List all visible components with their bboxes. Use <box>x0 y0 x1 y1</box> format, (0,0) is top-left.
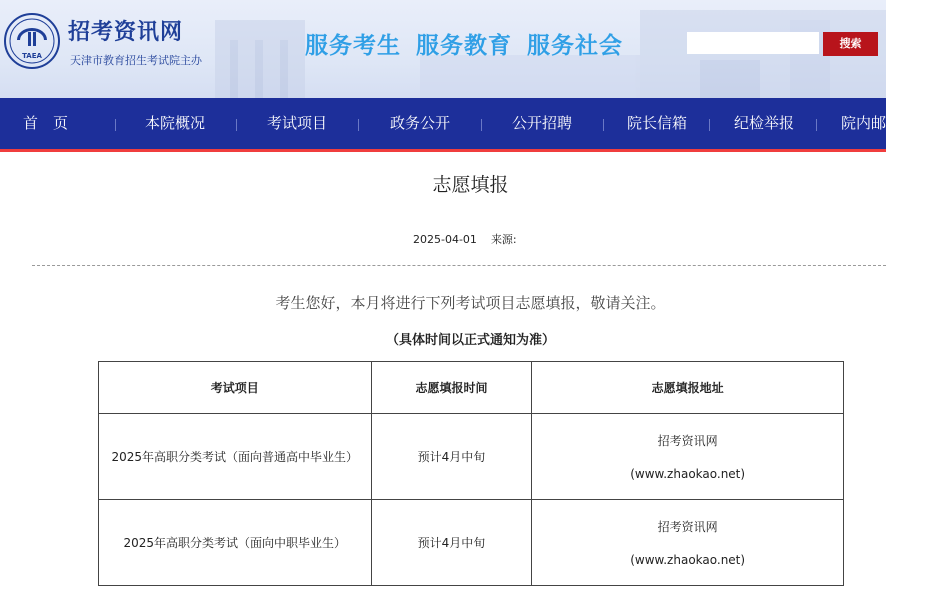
slogan-2: 服务教育 <box>416 32 512 59</box>
nav-item-president-mailbox[interactable]: 院长信箱 <box>627 114 688 132</box>
nav-divider <box>358 119 359 131</box>
table-row <box>99 500 844 586</box>
page-title: 志愿填报 <box>432 174 509 196</box>
site-subtitle: 天津市教育招生考试院主办 <box>70 54 202 67</box>
nav-divider <box>481 119 482 131</box>
table-cell-time: 预计4月中旬 <box>371 500 532 586</box>
article-note: （具体时间以正式通知为准） <box>385 333 555 348</box>
slogan-3: 服务社会 <box>527 32 623 59</box>
article-meta <box>413 231 517 247</box>
table-header-row <box>99 362 844 414</box>
table-header-address: 志愿填报地址 <box>532 362 844 414</box>
nav-divider <box>236 119 237 131</box>
article-date: 2025-04-01 <box>413 233 477 246</box>
site-title[interactable]: 招考资讯网 <box>68 20 184 45</box>
nav-item-about[interactable]: 本院概况 <box>145 114 206 132</box>
table-cell-address <box>532 500 844 586</box>
nav-item-public-affairs[interactable]: 政务公开 <box>390 114 451 132</box>
dashed-divider <box>32 265 886 266</box>
table-row <box>99 414 844 500</box>
taea-logo-icon <box>3 12 61 70</box>
address-url[interactable]: (www.zhaokao.net) <box>630 553 746 567</box>
search-input[interactable] <box>687 32 819 54</box>
table-cell-project: 2025年高职分类考试（面向普通高中毕业生） <box>99 414 372 500</box>
table-cell-project: 2025年高职分类考试（面向中职毕业生） <box>99 500 372 586</box>
exam-schedule-table <box>98 361 844 586</box>
nav-item-exams[interactable]: 考试项目 <box>267 114 328 132</box>
site-header <box>0 0 886 98</box>
address-url[interactable]: (www.zhaokao.net) <box>630 467 746 481</box>
nav-item-discipline-report[interactable]: 纪检举报 <box>734 114 795 132</box>
nav-divider <box>816 119 817 131</box>
article-source-label: 来源: <box>490 233 517 246</box>
nav-item-recruitment[interactable]: 公开招聘 <box>512 114 573 132</box>
table-header-time: 志愿填报时间 <box>371 362 532 414</box>
main-nav <box>0 98 902 152</box>
nav-divider <box>603 119 604 131</box>
nav-item-internal-mail[interactable]: 院内邮箱 <box>841 114 902 132</box>
search-button[interactable]: 搜索 <box>823 32 878 56</box>
table-header-project: 考试项目 <box>99 362 372 414</box>
svg-text:TAEA: TAEA <box>22 52 42 60</box>
slogan-1: 服务考生 <box>305 32 401 59</box>
table-cell-time: 预计4月中旬 <box>371 414 532 500</box>
nav-item-home[interactable]: 首 页 <box>23 114 69 132</box>
table-cell-address <box>532 414 844 500</box>
slogan <box>305 27 638 60</box>
address-site-name[interactable]: 招考资讯网 <box>657 520 718 534</box>
article-intro: 考生您好，本月将进行下列考试项目志愿填报，敬请关注。 <box>275 294 666 312</box>
address-site-name[interactable]: 招考资讯网 <box>657 434 718 448</box>
nav-divider <box>709 119 710 131</box>
nav-divider <box>115 119 116 131</box>
